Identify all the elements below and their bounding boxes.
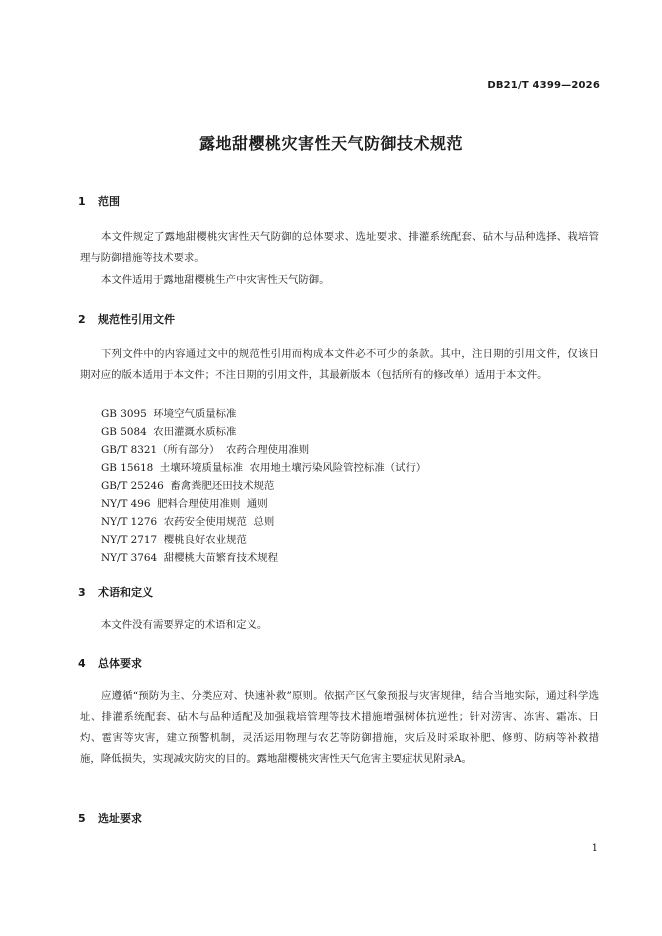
section-4-heading bbox=[78, 655, 142, 671]
section-number: 2 bbox=[78, 313, 86, 326]
terms-paragraph: 本文件没有需要界定的术语和定义。 bbox=[101, 619, 268, 631]
section-3-heading bbox=[78, 584, 153, 600]
reference-item: NY/T 1276 农药安全使用规范 总则 bbox=[101, 516, 275, 528]
scope-applicability-paragraph: 本文件适用于露地甜樱桃生产中灾害性天气防御。 bbox=[101, 274, 330, 286]
reference-item: GB 15618 土壤环境质量标准 农用地土壤污染风险管控标准（试行） bbox=[101, 462, 427, 474]
section-5-heading bbox=[78, 810, 142, 826]
section-title: 术语和定义 bbox=[98, 586, 153, 599]
reference-item: GB 5084 农田灌溉水质标准 bbox=[101, 426, 237, 438]
reference-list bbox=[101, 405, 426, 567]
reference-item: GB 3095 环境空气质量标准 bbox=[101, 408, 237, 420]
scope-paragraph: 本文件规定了露地甜樱桃灾害性天气防御的总体要求、选址要求、排灌系统配套、砧木与品种选择、栽培管理与防御措施等技术要求。 bbox=[80, 231, 599, 264]
section-number: 5 bbox=[78, 812, 86, 825]
reference-item: GB/T 25246 畜禽粪肥还田技术规范 bbox=[101, 480, 275, 492]
section-title: 范围 bbox=[98, 195, 120, 208]
section-title: 总体要求 bbox=[98, 657, 142, 670]
section-number: 3 bbox=[78, 586, 86, 599]
reference-item: NY/T 496 肥料合理使用准则 通则 bbox=[101, 498, 268, 510]
section-title: 选址要求 bbox=[98, 812, 142, 825]
general-requirements-paragraph: 应遵循“预防为主、分类应对、快速补救”原则。依据产区气象预报与灾害规律，结合当地实际，通过科学选址、排灌系统配套、砧木与品种适配及加强栽培管理等技术措施增强树体抗逆性；针对涝害、冻害、霜冻、日灼、雹害等灾害，建立预警机制，灵活运用物理与农艺等防御措施，灾后及时采取补肥、修剪、防病等补救措施，降低损失，实现减灾防灾的目的。露地甜樱桃灾害性天气危害主要症状见附录A。 bbox=[80, 690, 599, 765]
section-2-heading bbox=[78, 311, 175, 327]
section-title: 规范性引用文件 bbox=[98, 313, 175, 326]
normative-references-intro: 下列文件中的内容通过文中的规范性引用而构成本文件必不可少的条款。其中，注日期的引用文件，仅该日期对应的版本适用于本文件；不注日期的引用文件，其最新版本（包括所有的修改单）适用于本文件。 bbox=[80, 348, 599, 381]
section-number: 4 bbox=[78, 657, 86, 670]
document-title: 露地甜樱桃灾害性天气防御技术规范 bbox=[198, 134, 463, 153]
reference-item: NY/T 2717 樱桃良好农业规范 bbox=[101, 534, 247, 546]
section-1-heading bbox=[78, 193, 120, 209]
reference-item: NY/T 3764 甜樱桃大苗繁育技术规程 bbox=[101, 552, 279, 564]
page-number: 1 bbox=[591, 843, 598, 854]
reference-item: GB/T 8321（所有部分） 农药合理使用准则 bbox=[101, 444, 310, 456]
section-number: 1 bbox=[78, 195, 86, 208]
document-code: DB21/T 4399—2026 bbox=[487, 80, 600, 91]
